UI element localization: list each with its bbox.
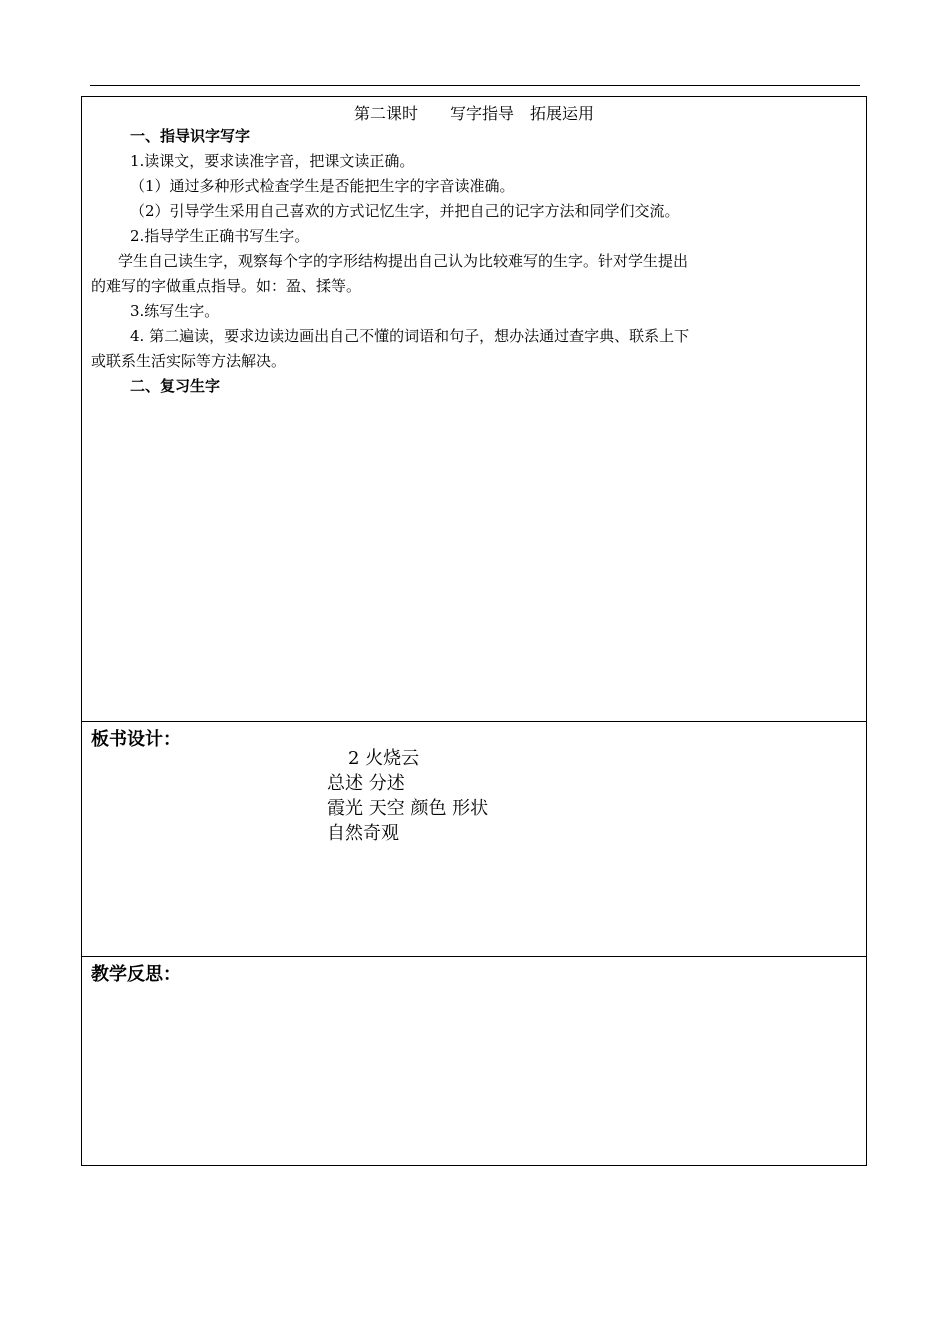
- board-line-3: 霞光 天空 颜色 形状: [327, 798, 489, 819]
- paragraph-5-line-1: 学生自己读生字，观察每个字的字形结构提出自己认为比较难写的生字。针对学生提出: [118, 252, 689, 270]
- header-rule: [90, 85, 860, 86]
- paragraph-5-line-2: 的难写的字做重点指导。如：盈、揉等。: [91, 277, 362, 295]
- paragraph-2: （1）通过多种形式检查学生是否能把生字的字音读准确。: [130, 177, 515, 195]
- paragraph-4: 2.指导学生正确书写生字。: [130, 227, 310, 245]
- paragraph-1: 1.读课文，要求读准字音，把课文读正确。: [130, 152, 415, 170]
- lesson-plan-table: [81, 96, 867, 1166]
- board-design-cell: [82, 721, 866, 956]
- board-design-label: 板书设计：: [91, 729, 181, 750]
- paragraph-6: 3.练写生字。: [130, 302, 220, 320]
- lesson-content-cell: [82, 97, 866, 721]
- paragraph-7-line-2: 或联系生活实际等方法解决。: [91, 352, 287, 370]
- board-line-2: 总述 分述: [327, 773, 405, 794]
- paragraph-3: （2）引导学生采用自己喜欢的方式记忆生字，并把自己的记字方法和同学们交流。: [130, 202, 680, 220]
- board-line-4: 自然奇观: [327, 823, 399, 844]
- lesson-title: 第二课时 写字指导 拓展运用: [353, 104, 594, 123]
- teaching-reflection-cell: [82, 956, 866, 1165]
- section-heading-2: 二、复习生字: [130, 377, 221, 395]
- paragraph-7-line-1: 4. 第二遍读，要求边读边画出自己不懂的词语和句子，想办法通过查字典、联系上下: [130, 327, 690, 345]
- teaching-reflection-label: 教学反思：: [91, 964, 181, 985]
- section-heading-1: 一、指导识字写字: [130, 127, 251, 145]
- board-line-1: 2 火烧云: [348, 748, 420, 769]
